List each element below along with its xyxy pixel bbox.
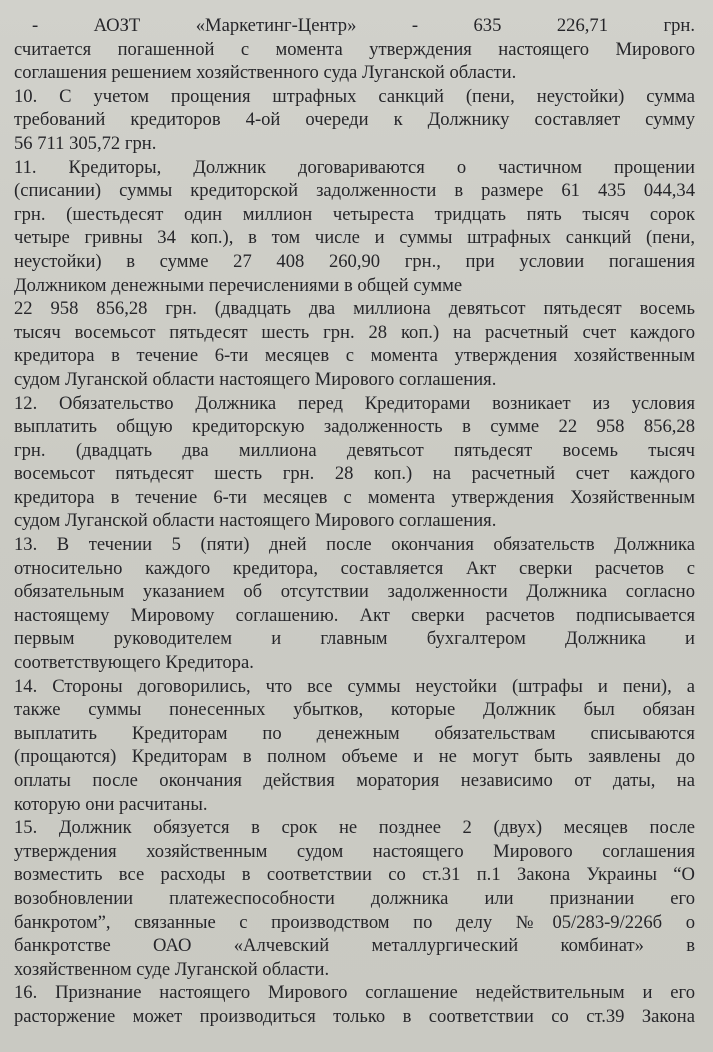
text-line: судом Луганской области настоящего Мирового соглашения. xyxy=(14,510,497,532)
text-line: 16. Признание настоящего Мирового соглашение недействительным и его xyxy=(14,982,695,1004)
text-line: возместить все расходы в соответствии со ст.31 п.1 Закона Украины “О xyxy=(14,864,695,886)
text-line: возобновлении платежеспособности должника или признании его xyxy=(14,887,695,909)
text-line: обязательным указанием об отсутствии задолженности Должника согласно xyxy=(14,581,695,603)
text-line: расторжение может производиться только в соответствии со ст.39 Закона xyxy=(14,1005,695,1027)
text-line: соглашения решением хозяйственного суда Луганской области. xyxy=(14,62,517,84)
text-line: считается погашенной с момента утверждения настоящего Мирового xyxy=(14,38,695,60)
text-line: утверждения хозяйственным судом настоящего Мирового соглашения xyxy=(14,840,695,862)
text-line: банкротстве ОАО «Алчевский металлургический комбинат» в xyxy=(14,935,695,957)
text-line: 56 711 305,72 грн. xyxy=(14,132,157,154)
text-line: судом Луганской области настоящего Мирового соглашения. xyxy=(14,368,497,390)
text-line: - АОЗТ «Маркетинг-Центр» - 635 226,71 грн. xyxy=(32,15,695,36)
text-line: настоящему Мировому соглашению. Акт сверки расчетов подписывается xyxy=(14,604,695,626)
text-line: хозяйственном суде Луганской области. xyxy=(14,958,330,980)
text-line: 14. Стороны договорились, что все суммы неустойки (штрафы и пени), а xyxy=(14,675,695,697)
text-line: тысяч восемьсот пятьдесят шесть грн. 28 коп.) на расчетный счет каждого xyxy=(14,321,695,343)
text-line: восемьсот пятьдесят шесть грн. 28 коп.) на расчетный счет каждого xyxy=(14,463,695,485)
text-line: выплатить Кредиторам по денежным обязательствам списываются xyxy=(14,722,695,744)
text-line: 13. В течении 5 (пяти) дней после окончания обязательств Должника xyxy=(14,534,695,556)
text-line: грн. (шестьдесят один миллион четыреста тридцать пять тысяч сорок xyxy=(14,203,695,225)
text-line: соответствующего Кредитора. xyxy=(14,652,254,674)
text-line: 11. Кредиторы, Должник договариваются о частичном прощении xyxy=(14,156,695,178)
text-line: 10. С учетом прощения штрафных санкций (пени, неустойки) сумма xyxy=(14,85,695,107)
text-line: требований кредиторов 4-ой очереди к Должнику составляет сумму xyxy=(14,109,695,131)
text-line: банкротом”, связанные с производством по делу №05/283-9/226б о xyxy=(14,911,695,933)
text-line: которую они расчитаны. xyxy=(14,793,208,815)
text-line: кредитора в течение 6-ти месяцев с момента утверждения Хозяйственным xyxy=(14,486,695,508)
text-line: (списании) суммы кредиторской задолженности в размере 61 435 044,34 xyxy=(14,180,695,202)
text-line: 12. Обязательство Должника перед Кредиторами возникает из условия xyxy=(14,392,695,414)
text-line: (прощаются) Кредиторам в полном объеме и не могут быть заявлены до xyxy=(14,746,695,768)
text-line: оплаты после окончания действия моратория независимо от даты, на xyxy=(14,770,695,791)
text-line: первым руководителем и главным бухгалтером Должника и xyxy=(14,628,695,650)
text-line: Должником денежными перечислениями в общей сумме xyxy=(14,274,463,296)
text-line: относительно каждого кредитора, составляется Акт сверки расчетов с xyxy=(14,557,695,579)
text-line: также суммы понесенных убытков, которые Должник был обязан xyxy=(14,699,695,721)
text-line: кредитора в течение 6-ти месяцев с момента утверждения хозяйственным xyxy=(14,345,695,367)
text-line: 15. Должник обязуется в срок не позднее 2 (двух) месяцев после xyxy=(14,817,695,839)
text-line: неустойки) в сумме 27 408 260,90 грн., при условии погашения xyxy=(14,250,695,272)
text-line: 22 958 856,28 грн. (двадцать два миллиона девятьсот пятьдесят восемь xyxy=(14,298,695,320)
text-line: выплатить общую кредиторскую задолженность в сумме 22 958 856,28 xyxy=(14,416,695,438)
text-line: грн. (двадцать два миллиона девятьсот пятьдесят восемь тысяч xyxy=(14,439,695,461)
text-line: четыре гривны 34 коп.), в том числе и суммы штрафных санкций (пени, xyxy=(14,227,695,249)
